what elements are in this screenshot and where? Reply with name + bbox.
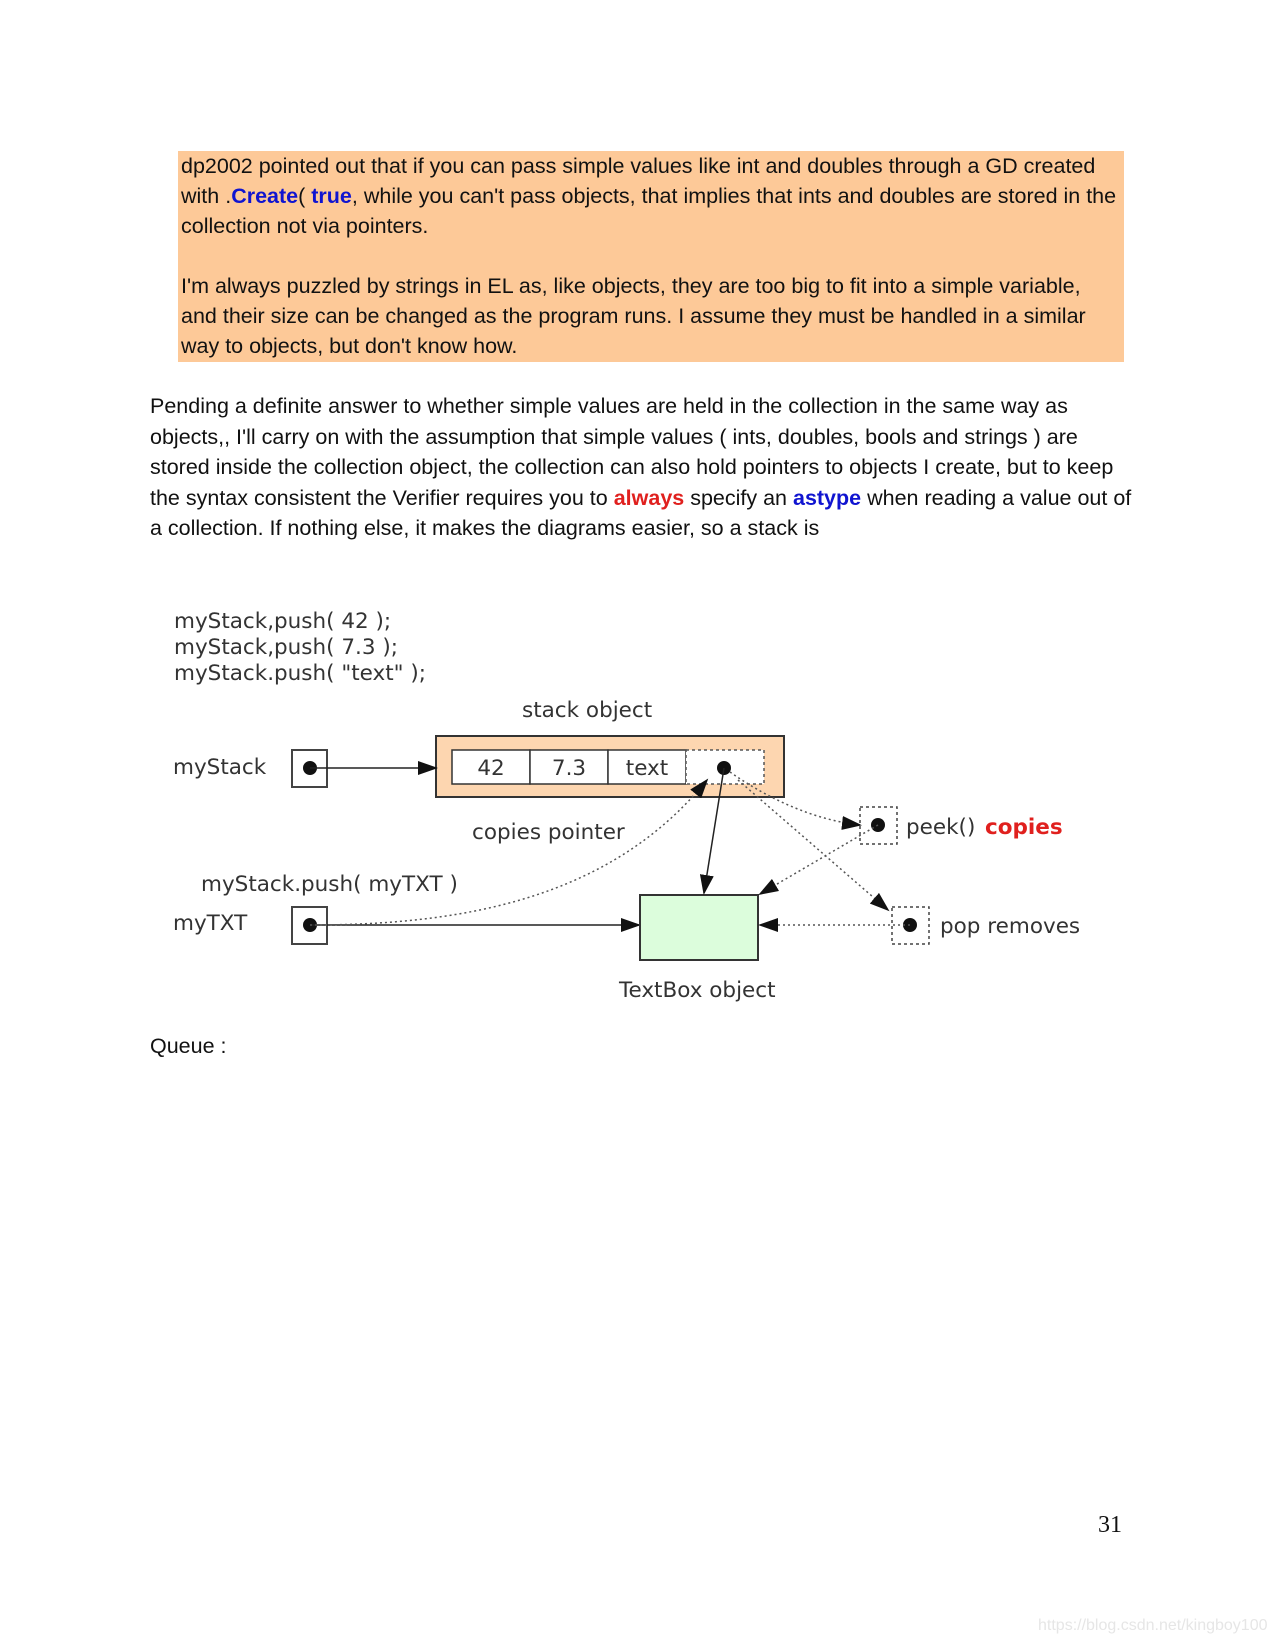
watermark: https://blog.csdn.net/kingboy100 — [1038, 1617, 1268, 1634]
astype-keyword: astype — [792, 485, 862, 510]
code-line-3: myStack.push( "text" ); — [174, 661, 427, 686]
body-text: when reading a value out of a collection. If nothing else, it makes the diagrams easier, so a stack is — [150, 485, 1132, 540]
pop-removes-label: pop removes — [940, 914, 1081, 939]
true-keyword: true — [311, 184, 352, 208]
note-text: , while you can't pass objects, that implies that ints and doubles are stored in the collection not via pointers. — [181, 184, 1117, 238]
note-text: dp2002 pointed out that if you can pass simple values like int and doubles through a GD created with . — [181, 154, 1096, 208]
copies-pointer-label: copies pointer — [472, 820, 625, 845]
code-line-2: myStack,push( 7.3 ); — [174, 635, 399, 660]
textbox-object-label: TextBox object — [619, 978, 776, 1003]
peek-label: peek() — [906, 815, 976, 840]
cell-label-42: 42 — [477, 756, 505, 781]
body-text: specify an — [684, 485, 793, 510]
copies-label: copies — [985, 815, 1063, 840]
create-keyword: Create — [231, 184, 299, 208]
note-text: ( — [298, 184, 312, 208]
queue-label: Queue : — [150, 1034, 227, 1058]
page-number: 31 — [1098, 1512, 1122, 1538]
pop-arrow — [738, 780, 888, 910]
mytxt-label: myTXT — [173, 911, 248, 936]
stack-object-label: stack object — [522, 698, 653, 723]
textbox-object-box — [640, 895, 758, 960]
note-paragraph-2: I'm always puzzled by strings in EL as, like objects, they are too big to fit into a simple variable, and their size can be changed as the program runs. I assume they must be handled in a similar way to objects, but don't know how. — [181, 274, 1086, 358]
code-line-1: myStack,push( 42 ); — [174, 609, 392, 634]
push-mytxt-label: myStack.push( myTXT ) — [201, 872, 458, 897]
always-keyword: always — [613, 485, 685, 510]
cell-label-text: text — [625, 756, 669, 781]
peek-to-textbox-arrow — [760, 825, 878, 894]
cell-label-73: 7.3 — [551, 756, 587, 781]
mystack-label: myStack — [173, 755, 267, 780]
body-text: Pending a definite answer to whether simple values are held in the collection in the same way as objects,, I'll carry on with the assumption that simple values ( ints, doubles, bools and strings ) are stored inside the collection object, the collection can also hold pointers to objects I create, but to keep the syntax consistent the Verifier requires you to — [150, 394, 1114, 510]
